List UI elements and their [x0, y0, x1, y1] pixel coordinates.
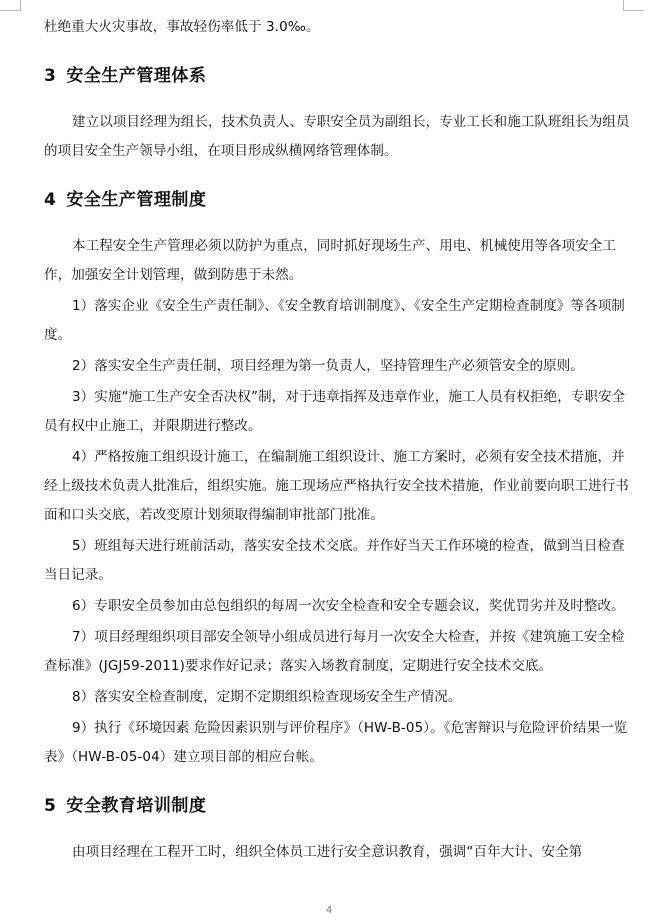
list-item: 7）项目经理组织项目部安全领导小组成员进行每月一次安全大检查，并按《建筑施工安全检查标准》(JGJ59-2011)要求作好记录；落实入场教育制度，定期进行安全技术交底。 — [44, 629, 625, 674]
section-3 — [44, 62, 634, 166]
section-paragraph: 建立以项目经理为组长，技术负责人、专职安全员为副组长，专业工长和施工队班组长为组员的项目安全生产领导小组，在项目形成纵横网络管理体制。 — [44, 114, 630, 159]
page-number: 4 — [325, 905, 333, 916]
list-item: 4）严格按施工组织设计施工，在编制施工组织设计、施工方案时，必须有安全技术措施，并经上级技术负责人批准后，组织实施。施工现场应严格执行安全技术措施，作业前要向职工进行书面和口头交底，若改变原计划须取得编制审批部门批准。 — [44, 449, 629, 523]
list-item: 1）落实企业《安全生产责任制》、《安全教育培训制度》、《安全生产定期检查制度》等各项制度。 — [44, 298, 625, 343]
section-title: 安全教育培训制度 — [66, 796, 207, 816]
section-number: 4 — [44, 190, 57, 210]
section-title: 安全生产管理制度 — [66, 190, 207, 210]
list-item: 3）实施“施工生产安全否决权”制，对于违章指挥及违章作业，施工人员有权拒绝，专职安全员有权中止施工，并限期进行整改。 — [44, 389, 626, 434]
document-body — [44, 13, 634, 867]
list-item: 9）执行《环境因素 危险因素识别与评价程序》（HW-B-05）。《危害辩识与危险评价结果一览表》（HW-B-05-04）建立项目部的相应台帐。 — [44, 720, 628, 765]
section-intro: 本工程安全生产管理必须以防护为重点，同时抓好现场生产、用电、机械使用等各项安全工作，加强安全计划管理，做到防患于未然。 — [44, 238, 616, 283]
section-4 — [44, 186, 634, 772]
list-item: 5）班组每天进行班前活动，落实安全技术交底。并作好当天工作环境的检查，做到当日检查当日记录。 — [44, 538, 625, 583]
list-item: 6）专职安全员参加由总包组织的每周一次安全检查和安全专题会议，奖优罚劣并及时整改。 — [72, 598, 625, 614]
section-number: 5 — [44, 796, 57, 816]
section-5 — [44, 792, 634, 867]
list-item: 8）落实安全检查制度，定期不定期组织检查现场安全生产情况。 — [72, 689, 462, 705]
section-title: 安全生产管理体系 — [66, 66, 207, 86]
crop-mark-top-right — [623, 0, 644, 11]
section-number: 3 — [44, 66, 57, 86]
lead-line: 杜绝重大火灾事故，事故轻伤率低于 3.0‰。 — [44, 19, 320, 35]
section-heading — [44, 792, 634, 820]
section-paragraph: 由项目经理在工程开工时，组织全体员工进行安全意识教育，强调“百年大计、安全第 — [72, 844, 583, 860]
list-item: 2）落实安全生产责任制，项目经理为第一负责人，坚持管理生产必须管安全的原则。 — [72, 358, 584, 374]
section-heading — [44, 186, 634, 214]
crop-mark-top-left — [0, 0, 21, 11]
section-heading — [44, 62, 634, 90]
